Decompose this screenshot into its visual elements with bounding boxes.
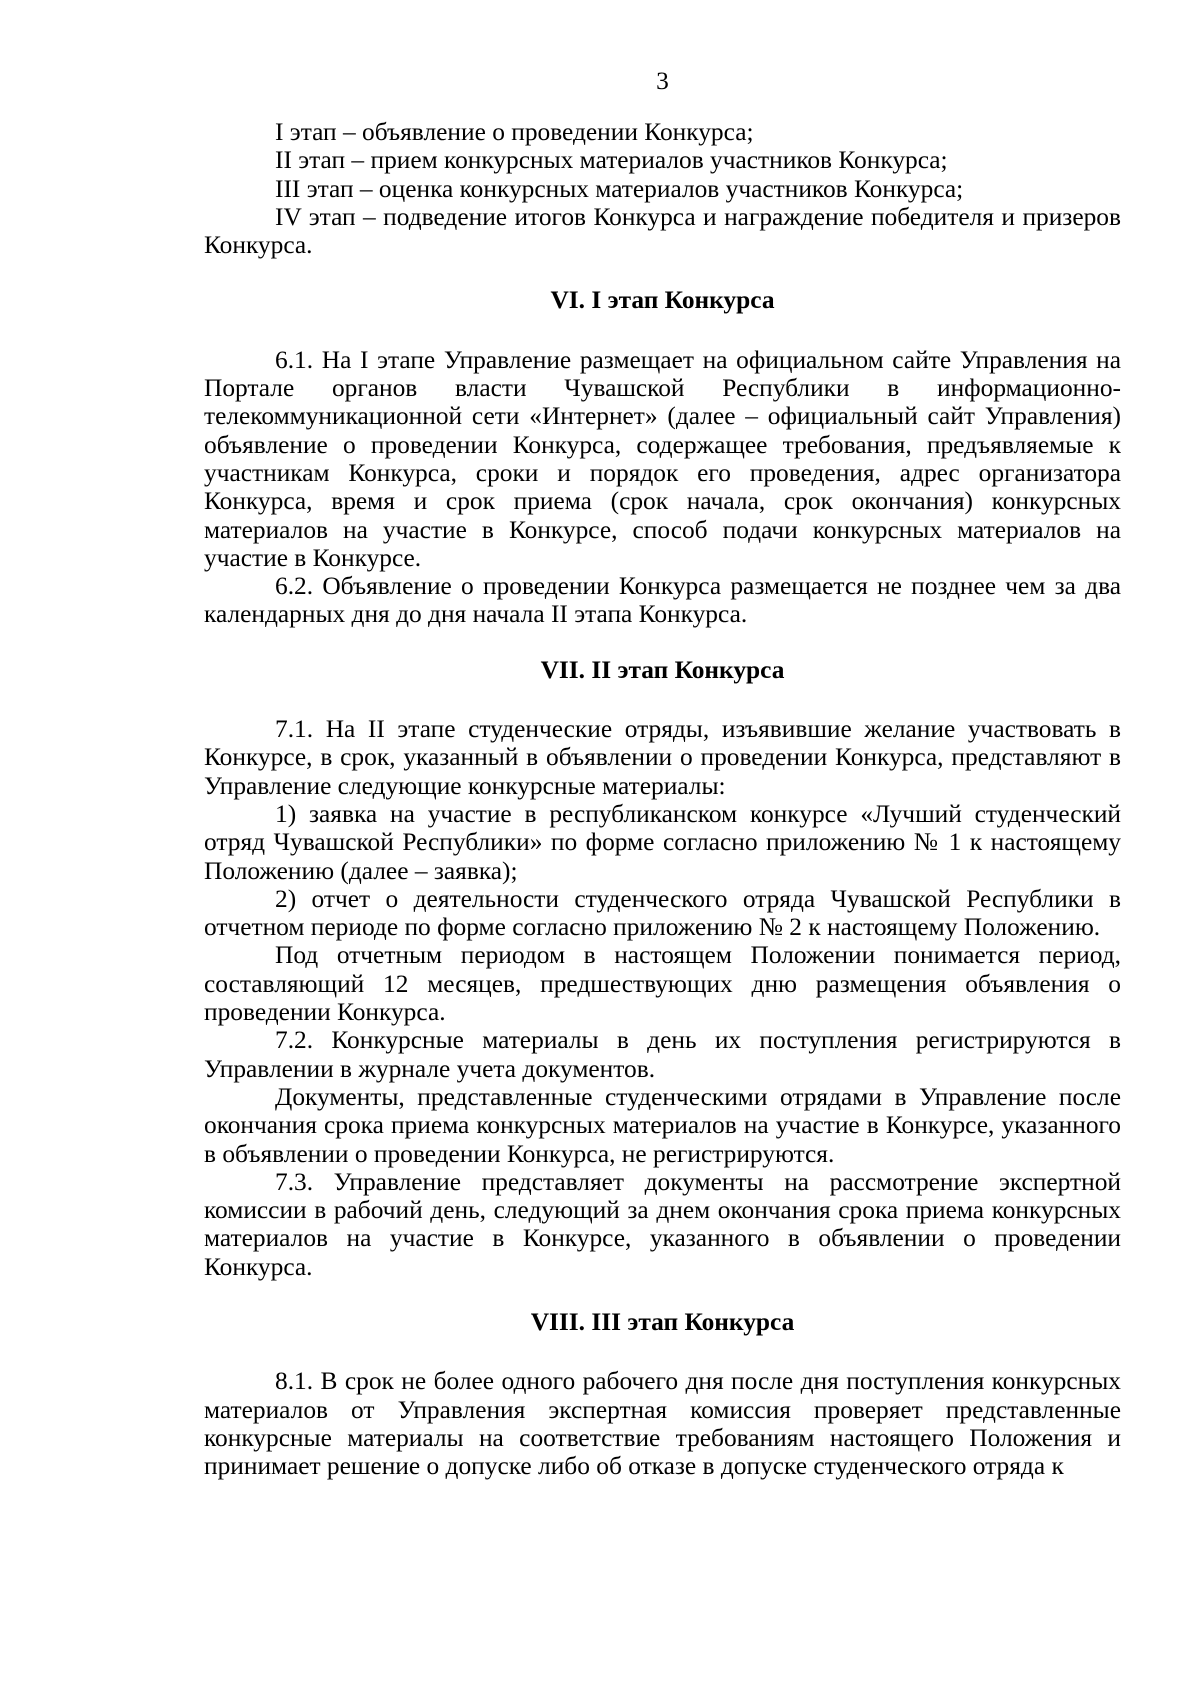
document-page	[204, 66, 1121, 1480]
stage-1-line: I этап – объявление о проведении Конкурса;	[275, 118, 754, 146]
section-6-heading: VI. I этап Конкурса	[550, 286, 775, 315]
paragraph-8-1: 8.1. В срок не более одного рабочего дня после дня поступления конкурсных материалов от Управления экспертная комиссия проверяет представленные конкурсные материалы на соответствие требованиям настоящего Положения и принимает решение о допуске либо об отказе в допуске студенческого отряда к	[204, 1367, 1121, 1481]
page-number: 3	[656, 67, 669, 95]
list-item-application: 1) заявка на участие в республиканском конкурсе «Лучший студенческий отряд Чувашской Республики» по форме согласно приложению № 1 к настоящему Положению (далее – заявка);	[204, 799, 1121, 885]
list-item-report: 2) отчет о деятельности студенческого отряда Чувашской Республики в отчетном периоде по форме согласно приложению № 2 к настоящему Положению.	[204, 884, 1121, 942]
paragraph-late-documents: Документы, представленные студенческими отрядами в Управление после окончания срока приема конкурсных материалов на участие в Конкурсе, указанного в объявлении о проведении Конкурса, не регистрируются.	[204, 1082, 1121, 1168]
paragraph-reporting-period: Под отчетным периодом в настоящем Положении понимается период, составляющий 12 месяцев, предшествующих дню размещения объявления о проведении Конкурса.	[204, 941, 1121, 1027]
section-7-heading: VII. II этап Конкурса	[540, 655, 785, 684]
paragraph-7-3: 7.3. Управление представляет документы на рассмотрение экспертной комиссии в рабочий день, следующий за днем окончания срока приема конкурсных материалов на участие в Конкурсе, указанного в объявлении о проведении Конкурса.	[204, 1167, 1121, 1281]
paragraph-6-1: 6.1. На I этапе Управление размещает на официальном сайте Управления на Портале органов власти Чувашской Республики в информационно-телекоммуникационной сети «Интернет» (далее – официальный сайт Управления) объявление о проведении Конкурса, содержащее требования, предъявляемые к участникам Конкурса, сроки и порядок его проведения, адрес организатора Конкурса, время и срок приема (срок начала, срок окончания) конкурсных материалов на участие в Конкурсе, способ подачи конкурсных материалов на участие в Конкурсе.	[204, 345, 1121, 572]
section-8-heading: VIII. III этап Конкурса	[530, 1307, 795, 1336]
stage-2-line: II этап – прием конкурсных материалов участников Конкурса;	[275, 146, 948, 175]
paragraph-7-2: 7.2. Конкурсные материалы в день их поступления регистрируются в Управлении в журнале учета документов.	[204, 1026, 1121, 1083]
stage-3-line: III этап – оценка конкурсных материалов участников Конкурса;	[275, 174, 964, 203]
paragraph-7-1: 7.1. На II этапе студенческие отряды, изъявившие желание участвовать в Конкурсе, в срок, указанный в объявлении о проведении Конкурса, представляют в Управление следующие конкурсные материалы:	[204, 715, 1121, 800]
paragraph-6-2: 6.2. Объявление о проведении Конкурса размещается не позднее чем за два календарных дня до дня начала II этапа Конкурса.	[204, 572, 1121, 629]
stage-4-line: IV этап – подведение итогов Конкурса и награждение победителя и призеров Конкурса.	[204, 202, 1121, 260]
